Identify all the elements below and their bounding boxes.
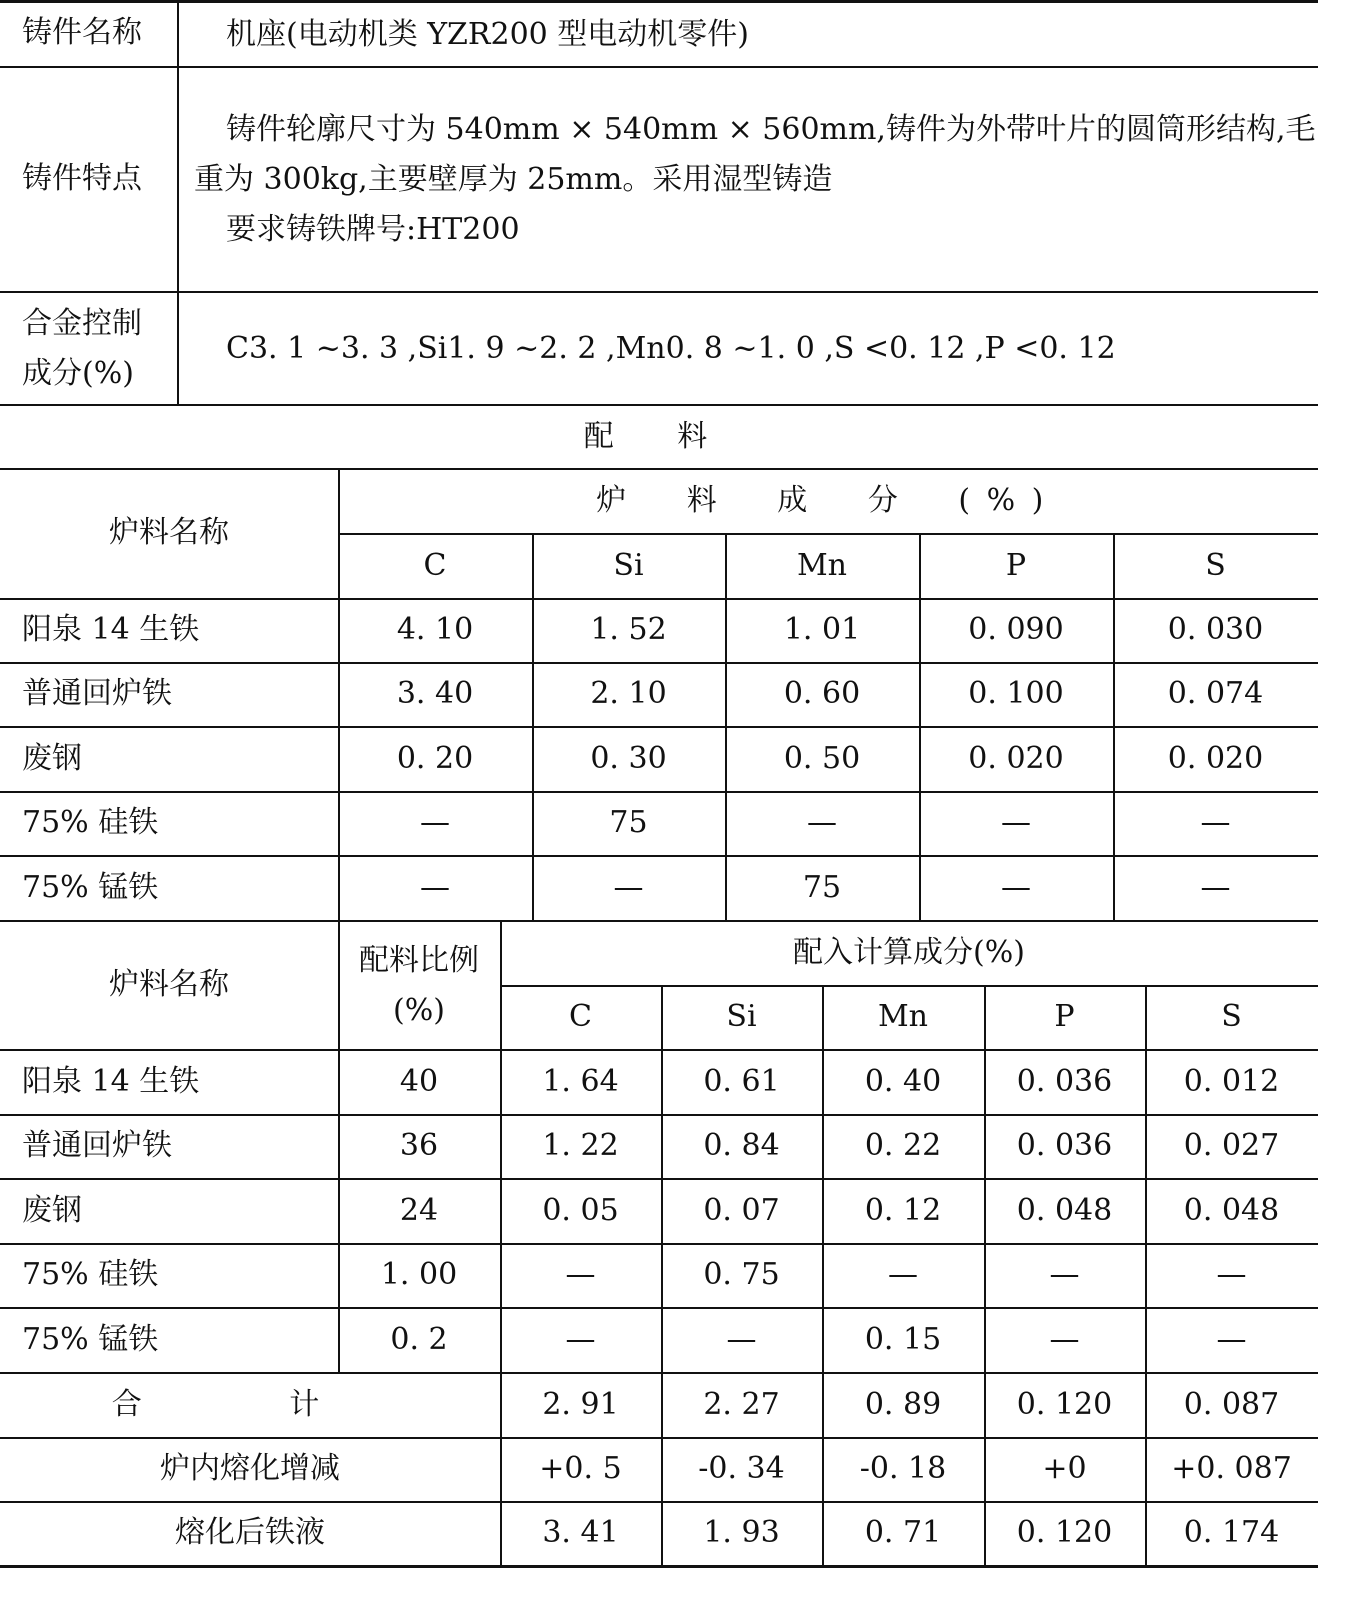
- calc-ratio-header-line-1: 配料比例: [359, 943, 479, 978]
- charge-row-si: 2. 10: [590, 676, 667, 711]
- calc-row-mn: 0. 15: [864, 1321, 942, 1357]
- calc-row-c: —: [565, 1321, 596, 1357]
- rule: [0, 291, 1318, 293]
- calc-row-si: 0. 75: [703, 1257, 780, 1292]
- alloy-control-label-line-1: 合金控制: [22, 306, 142, 341]
- calc-row-name: 75% 硅铁: [22, 1257, 159, 1292]
- calc-row-p: —: [1049, 1257, 1080, 1292]
- summary-p: +0: [1042, 1451, 1087, 1486]
- casting-features-label: 铸件特点: [22, 160, 142, 196]
- charge-row-c: 0. 20: [396, 740, 474, 776]
- calc-row-p: 0. 036: [1016, 1063, 1113, 1099]
- summary-si: 2. 27: [703, 1386, 780, 1422]
- section-title-text: 配 料: [583, 418, 735, 454]
- charge-row-c: —: [420, 869, 450, 905]
- calc-row-si: 0. 07: [703, 1192, 780, 1228]
- charge-col-c: C: [423, 547, 447, 583]
- calc-composition-header: 配入计算成分(%): [793, 934, 1025, 970]
- calc-row-mn: —: [888, 1257, 918, 1292]
- summary-label: 熔化后铁液: [175, 1515, 325, 1550]
- charge-row-si: 1. 52: [590, 612, 667, 647]
- calc-row-mn: 0. 12: [864, 1192, 942, 1228]
- charge-row-s: —: [1200, 805, 1231, 840]
- charge-row-p: 0. 100: [968, 676, 1064, 711]
- section-title: [0, 405, 1318, 468]
- charge-composition-header-text: 炉 料 成 分 (%): [596, 482, 1060, 518]
- alloy-control-value: C3. 1 ~3. 3 ,Si1. 9 ~2. 2 ,Mn0. 8 ~1. 0 ,S <0. 12 ,P <0. 12: [226, 331, 1116, 366]
- calc-row-c: —: [565, 1257, 596, 1292]
- summary-label-text: 合 计: [111, 1386, 389, 1422]
- charge-composition-header: [338, 468, 1318, 533]
- charge-col-p: P: [1005, 547, 1027, 583]
- calc-row-name: 普通回炉铁: [22, 1128, 172, 1163]
- calc-row-ratio: 40: [399, 1063, 439, 1099]
- summary-p: 0. 120: [1016, 1515, 1113, 1550]
- summary-mn: 0. 89: [864, 1386, 942, 1422]
- casting-name-label: 铸件名称: [22, 15, 142, 50]
- calc-col-p: P: [1054, 999, 1075, 1034]
- summary-s: 0. 087: [1183, 1386, 1280, 1422]
- summary-label: 炉内熔化增减: [160, 1451, 340, 1486]
- charge-row-s: 0. 020: [1167, 740, 1264, 776]
- summary-c: +0. 5: [539, 1451, 622, 1486]
- charge-row-name: 阳泉 14 生铁: [22, 612, 200, 647]
- calc-row-name: 阳泉 14 生铁: [22, 1063, 200, 1099]
- calc-row-si: 0. 84: [703, 1128, 780, 1163]
- calc-row-ratio: 0. 2: [390, 1321, 448, 1357]
- charge-row-s: 0. 030: [1167, 612, 1264, 647]
- charge-row-mn: 0. 60: [783, 676, 861, 711]
- summary-p: 0. 120: [1016, 1386, 1113, 1422]
- charge-col-si: Si: [613, 547, 644, 583]
- charge-row-s: —: [1200, 869, 1231, 905]
- casting-features-line-2: 重为 300kg,主要壁厚为 25mm。采用湿型铸造: [194, 162, 833, 197]
- calc-name-header: 炉料名称: [109, 966, 229, 1002]
- charge-col-s: S: [1205, 547, 1226, 583]
- summary-mn: -0. 18: [859, 1451, 947, 1486]
- summary-mn: 0. 71: [864, 1515, 942, 1550]
- casting-name-value: 机座(电动机类 YZR200 型电动机零件): [226, 17, 749, 52]
- charge-row-name: 废钢: [22, 740, 82, 776]
- charge-row-si: —: [613, 869, 644, 905]
- calc-row-c: 0. 05: [542, 1192, 619, 1228]
- casting-features-line-3: 要求铸铁牌号:HT200: [226, 212, 520, 247]
- rule: [0, 66, 1318, 68]
- calc-row-s: —: [1216, 1257, 1247, 1292]
- calc-row-name: 75% 锰铁: [22, 1321, 159, 1357]
- charge-row-p: 0. 020: [968, 740, 1064, 776]
- charge-row-p: —: [1001, 869, 1031, 905]
- summary-c: 2. 91: [542, 1386, 619, 1422]
- charge-row-s: 0. 074: [1167, 676, 1264, 711]
- calc-row-s: 0. 027: [1183, 1128, 1280, 1163]
- charge-row-mn: 0. 50: [783, 740, 861, 776]
- rule-bottom: [0, 1565, 1318, 1568]
- summary-si: -0. 34: [698, 1451, 785, 1486]
- calc-row-si: —: [726, 1321, 757, 1357]
- charge-row-name: 75% 硅铁: [22, 805, 159, 840]
- calc-row-ratio: 1. 00: [380, 1257, 458, 1292]
- charge-row-p: —: [1001, 805, 1031, 840]
- summary-s: 0. 174: [1183, 1515, 1280, 1550]
- calc-row-si: 0. 61: [703, 1063, 780, 1099]
- calc-col-si: Si: [726, 999, 757, 1034]
- calc-col-mn: Mn: [877, 999, 929, 1034]
- charge-col-mn: Mn: [796, 547, 848, 583]
- calc-row-mn: 0. 40: [864, 1063, 942, 1099]
- calc-col-c: C: [569, 999, 592, 1034]
- charge-row-mn: 1. 01: [783, 612, 861, 647]
- calc-row-ratio: 24: [399, 1192, 439, 1228]
- calc-row-ratio: 36: [399, 1128, 439, 1163]
- charge-row-p: 0. 090: [968, 612, 1064, 647]
- casting-features-line-1: 铸件轮廓尺寸为 540mm × 540mm × 560mm,铸件为外带叶片的圆筒形结构,毛: [226, 112, 1316, 147]
- calc-row-s: 0. 012: [1183, 1063, 1280, 1099]
- charge-name-header: 炉料名称: [109, 515, 229, 550]
- charge-row-si: 0. 30: [590, 740, 667, 776]
- calc-col-s: S: [1221, 999, 1242, 1034]
- calc-row-s: —: [1216, 1321, 1247, 1357]
- calc-row-s: 0. 048: [1183, 1192, 1280, 1228]
- calc-row-p: 0. 036: [1016, 1128, 1113, 1163]
- summary-si: 1. 93: [703, 1515, 780, 1550]
- charge-row-si: 75: [609, 805, 648, 840]
- summary-c: 3. 41: [542, 1515, 619, 1550]
- charge-row-name: 75% 锰铁: [22, 869, 159, 905]
- calc-row-name: 废钢: [22, 1192, 82, 1228]
- charge-row-name: 普通回炉铁: [22, 676, 172, 711]
- calc-row-p: 0. 048: [1016, 1192, 1113, 1228]
- alloy-control-label-line-2: 成分(%): [22, 356, 134, 391]
- calc-row-c: 1. 64: [542, 1063, 619, 1099]
- summary-label: [0, 1372, 500, 1437]
- summary-s: +0. 087: [1171, 1451, 1292, 1486]
- charge-row-mn: —: [807, 805, 837, 840]
- charge-row-mn: 75: [802, 869, 842, 905]
- charge-row-c: 3. 40: [396, 676, 474, 711]
- rule-top: [0, 0, 1318, 3]
- rule: [177, 0, 179, 405]
- calc-row-mn: 0. 22: [864, 1128, 942, 1163]
- calc-row-p: —: [1049, 1321, 1080, 1357]
- calc-ratio-header-line-2: (%): [393, 993, 445, 1028]
- charge-row-c: —: [420, 805, 450, 840]
- charge-row-c: 4. 10: [396, 612, 474, 647]
- calc-row-c: 1. 22: [542, 1128, 619, 1163]
